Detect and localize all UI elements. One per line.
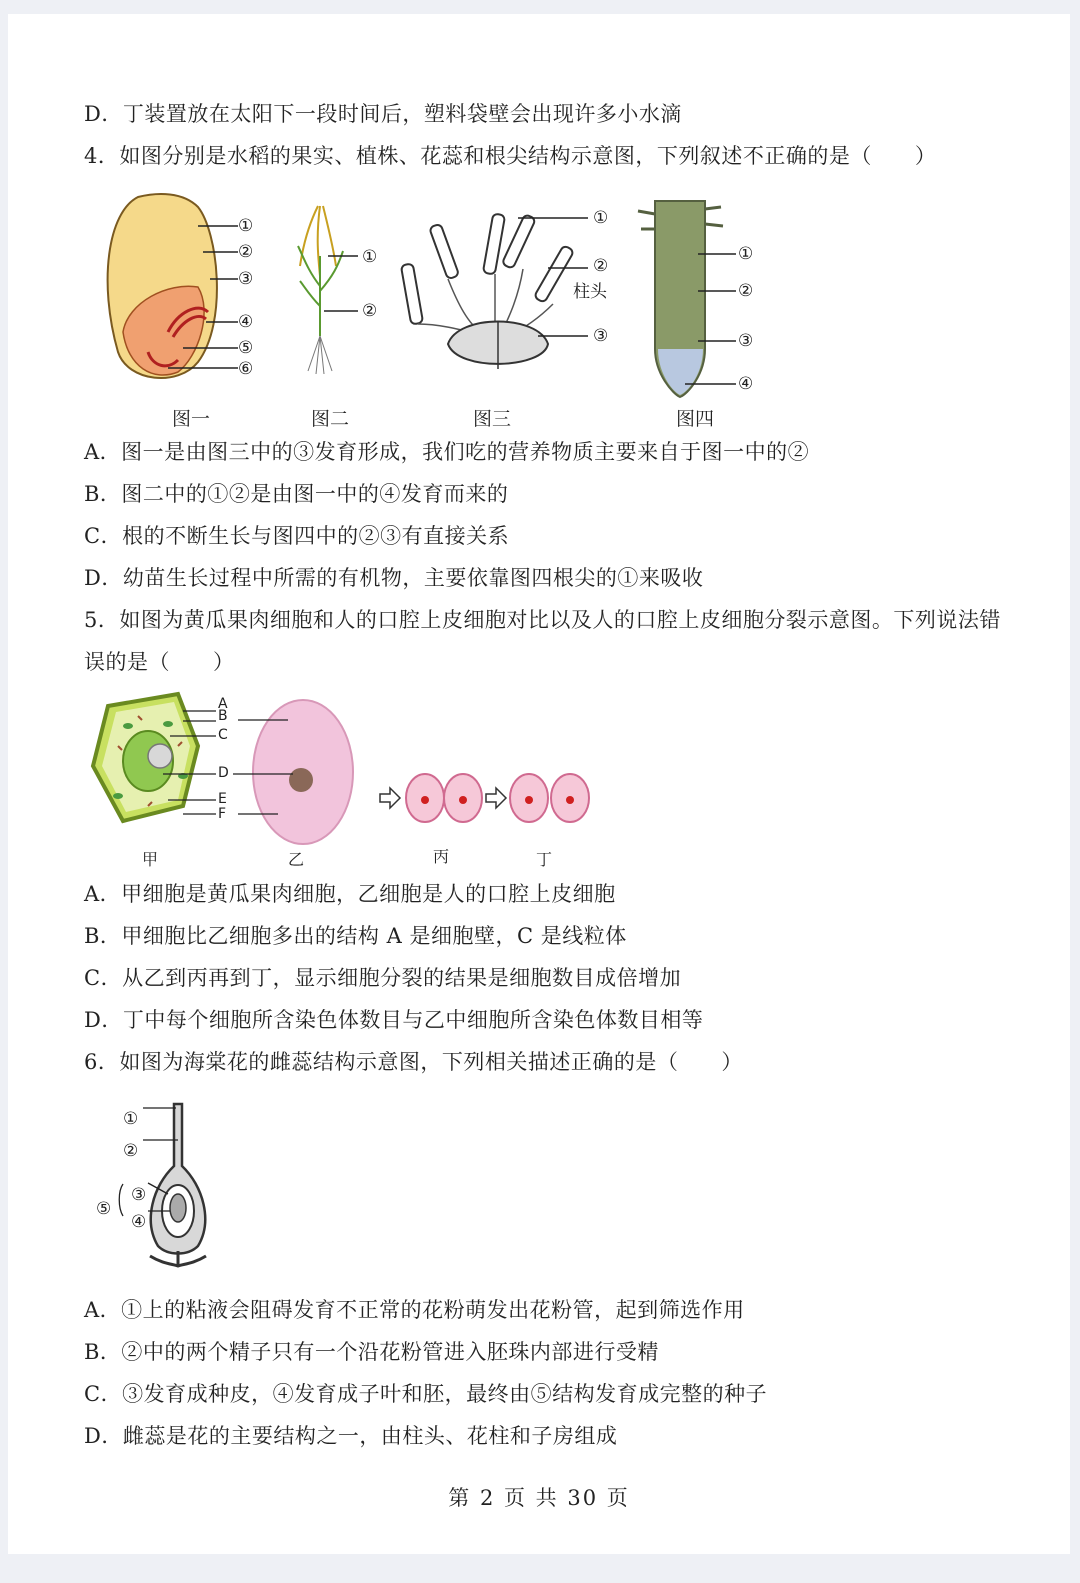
q3-option-d: D．丁装置放在太阳下一段时间后，塑料袋壁会出现许多小水滴 [84, 102, 682, 126]
q5-option-a: A．甲细胞是黄瓜果肉细胞，乙细胞是人的口腔上皮细胞 [84, 882, 616, 906]
fig1-caption: 图一 [172, 408, 211, 430]
fig4-caption: 图四 [676, 408, 715, 430]
fig3-label-2: ② [593, 256, 609, 276]
cell-label-f: F [218, 806, 227, 822]
pistil-label-3: ③ [131, 1185, 147, 1205]
fig4-label-4: ④ [738, 374, 754, 394]
q5-stem-line2: 误的是（ ） [84, 650, 235, 674]
pistil-label-2: ② [123, 1141, 139, 1161]
fig1-label-2: ② [238, 242, 254, 262]
fig1-label-3: ③ [238, 269, 254, 289]
q4-option-b: B．图二中的①②是由图一中的④发育而来的 [84, 482, 509, 506]
fig1-label-6: ⑥ [238, 359, 254, 379]
fig2-label-1: ① [362, 247, 378, 267]
fig2-caption: 图二 [311, 408, 350, 430]
cell-label-c: C [218, 727, 228, 743]
q5-option-b: B．甲细胞比乙细胞多出的结构 A 是细胞壁，C 是线粒体 [84, 924, 627, 948]
q6-stem: 6．如图为海棠花的雌蕊结构示意图，下列相关描述正确的是（ ） [84, 1050, 743, 1074]
fig4-label-2: ② [738, 281, 754, 301]
q6-option-b: B．②中的两个精子只有一个沿花粉管进入胚珠内部进行受精 [84, 1340, 659, 1364]
fig1-label-4: ④ [238, 312, 254, 332]
q4-option-c: C．根的不断生长与图四中的②③有直接关系 [84, 524, 510, 548]
cell-comparison-figure [88, 686, 608, 846]
cell-label-e: E [218, 791, 227, 807]
q5-option-c: C．从乙到丙再到丁，显示细胞分裂的结果是细胞数目成倍增加 [84, 966, 682, 990]
q4-stem: 4．如图分别是水稻的果实、植株、花蕊和根尖结构示意图，下列叙述不正确的是（ ） [84, 144, 937, 168]
rice-plant-figure [288, 196, 388, 381]
fig3-label-3: ③ [593, 326, 609, 346]
q5-option-d: D．丁中每个细胞所含染色体数目与乙中细胞所含染色体数目相等 [84, 1008, 704, 1032]
cell-label-d: D [218, 765, 229, 781]
q6-option-c: C．③发育成种皮，④发育成子叶和胚，最终由⑤结构发育成完整的种子 [84, 1382, 768, 1406]
q4-option-d: D．幼苗生长过程中所需的有机物，主要依靠图四根尖的①来吸收 [84, 566, 704, 590]
fig3-caption: 图三 [473, 408, 512, 430]
caption-ding: 丁 [536, 850, 553, 869]
cell-label-b: B [218, 708, 228, 724]
fig3-stigma-label: 柱头 [573, 282, 607, 302]
fig1-label-5: ⑤ [238, 338, 254, 358]
fig3-label-1: ① [593, 208, 609, 228]
fig2-label-2: ② [362, 301, 378, 321]
fig4-label-3: ③ [738, 331, 754, 351]
document-page [8, 14, 1070, 1554]
caption-jia: 甲 [142, 850, 159, 869]
pistil-label-4: ④ [131, 1212, 147, 1232]
root-tip-figure [633, 199, 753, 399]
caption-bing: 丙 [433, 847, 450, 866]
pistil-label-1: ① [123, 1109, 139, 1129]
caption-yi: 乙 [288, 850, 305, 869]
q5-stem-line1: 5．如图为黄瓜果肉细胞和人的口腔上皮细胞对比以及人的口腔上皮细胞分裂示意图。下列说法错 [84, 608, 1001, 632]
q6-option-d: D．雌蕊是花的主要结构之一，由柱头、花柱和子房组成 [84, 1424, 618, 1448]
q6-option-a: A．①上的粘液会阻碍发育不正常的花粉萌发出花粉管，起到筛选作用 [84, 1298, 745, 1322]
q4-option-a: A．图一是由图三中的③发育形成，我们吃的营养物质主要来自于图一中的② [84, 440, 810, 464]
fig1-label-1: ① [238, 216, 254, 236]
fig4-label-1: ① [738, 244, 754, 264]
cell-label-a: A [218, 696, 228, 712]
pistil-label-5: ⑤ [96, 1199, 112, 1219]
pistil-figure [88, 1096, 238, 1281]
page-footer: 第 2 页 共 30 页 [448, 1486, 630, 1510]
